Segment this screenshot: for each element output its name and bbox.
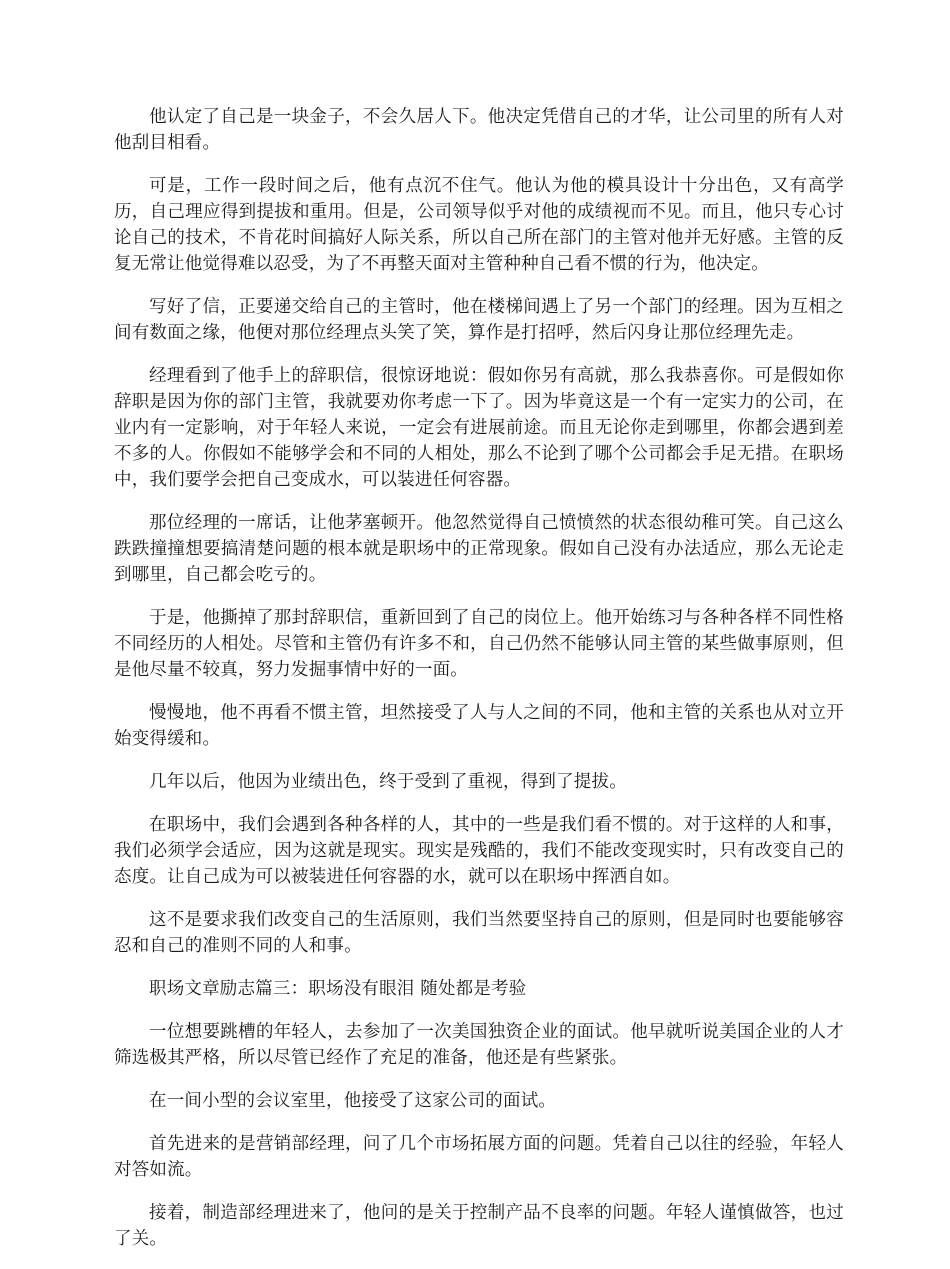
paragraph: 他认定了自己是一块金子，不会久居人下。他决定凭借自己的才华，让公司里的所有人对他刮目相看。 [114,107,844,153]
paragraph: 一位想要跳槽的年轻人，去参加了一次美国独资企业的面试。他早就听说美国企业的人才筛选极其严格，所以尽管已经作了充足的准备，他还是有些紧张。 [114,1022,844,1068]
paragraph: 接着，制造部经理进来了，他问的是关于控制产品不良率的问题。年轻人谨慎做答，也过了关。 [114,1203,844,1249]
paragraph: 可是，工作一段时间之后，他有点沉不住气。他认为他的模具设计十分出色，又有高学历，自己理应得到提拔和重用。但是，公司领导似乎对他的成绩视而不见。而且，他只专心讨论自己的技术，不肯花时间搞好人际关系，所以自己所在部门的主管对他并无好感。主管的反复无常让他觉得难以忍受，为了不再整天面对主管种种自己看不惯的行为，他决定。 [114,176,844,274]
document-page [114,104,844,1269]
paragraph: 那位经理的一席话，让他茅塞顿开。他忽然觉得自己愤愤然的状态很幼稚可笑。自己这么跌跌撞撞想要搞清楚问题的根本就是职场中的正常现象。假如自己没有办法适应，那么无论走到哪里，自己都会吃亏的。 [114,513,844,585]
paragraph: 这不是要求我们改变自己的生活原则，我们当然要坚持自己的原则，但是同时也要能够容忍和自己的准则不同的人和事。 [114,910,844,956]
paragraph: 首先进来的是营销部经理，问了几个市场拓展方面的问题。凭着自己以往的经验，年轻人对答如流。 [114,1134,844,1180]
paragraph: 慢慢地，他不再看不惯主管，坦然接受了人与人之间的不同，他和主管的关系也从对立开始变得缓和。 [114,703,844,749]
paragraph: 于是，他撕掉了那封辞职信，重新回到了自己的岗位上。他开始练习与各种各样不同性格不同经历的人相处。尽管和主管仍有许多不和，自己仍然不能够认同主管的某些做事原则，但是他尽量不较真，努力发掘事情中好的一面。 [114,608,844,680]
paragraph: 几年以后，他因为业绩出色，终于受到了重视，得到了提拔。 [149,772,627,792]
paragraph: 在职场中，我们会遇到各种各样的人，其中的一些是我们看不惯的。对于这样的人和事，我们必须学会适应，因为这就是现实。现实是残酷的，我们不能改变现实时，只有改变自己的态度。让自己成为可以被装进任何容器的水，就可以在职场中挥洒自如。 [114,815,844,887]
section-heading: 职场文章励志篇三：职场没有眼泪 随处都是考验 [149,979,527,999]
paragraph: 在一间小型的会议室里，他接受了这家公司的面试。 [149,1091,557,1111]
paragraph: 经理看到了他手上的辞职信，很惊讶地说：假如你另有高就，那么我恭喜你。可是假如你辞职是因为你的部门主管，我就要劝你考虑一下了。因为毕竟这是一个有一定实力的公司，在业内有一定影响，对于年轻人来说，一定会有进展前途。而且无论你走到哪里，你都会遇到差不多的人。你假如不能够学会和不同的人相处，那么不论到了哪个公司都会手足无措。在职场中，我们要学会把自己变成水，可以装进任何容器。 [114,366,844,490]
paragraph: 写好了信，正要递交给自己的主管时，他在楼梯间遇上了另一个部门的经理。因为互相之间有数面之缘，他便对那位经理点头笑了笑，算作是打招呼，然后闪身让那位经理先走。 [114,297,844,343]
